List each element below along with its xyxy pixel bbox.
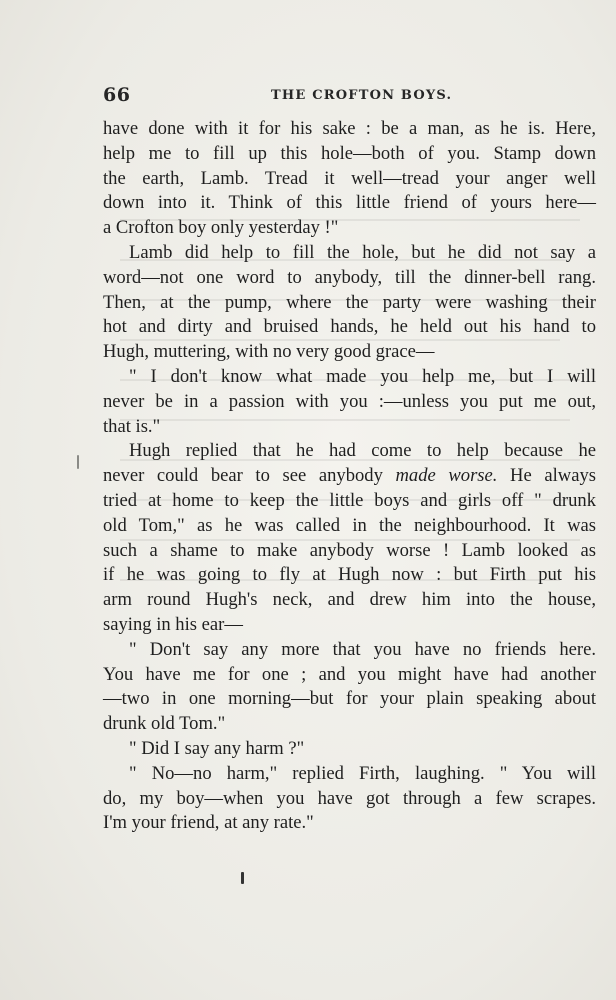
running-head: THE CROFTON BOYS. — [271, 88, 453, 103]
text-line: I'm your friend, at any rate." — [103, 812, 314, 834]
text-line: saying in his ear— — [103, 613, 243, 635]
text-line: have done with it for his sake : be a man, as he is. Here, — [103, 118, 596, 139]
page-header — [103, 84, 596, 110]
text-line: " No—no harm," replied Firth, laughing. " You will — [129, 762, 596, 784]
text-line: Hugh, muttering, with no very good grace— — [103, 341, 435, 363]
text-line: if he was going to fly at Hugh now : but Firth put his — [103, 564, 596, 586]
text-line: hot and dirty and bruised hands, he held out his hand to — [103, 316, 596, 338]
text-line: Hugh replied that he had come to help because he — [129, 440, 596, 462]
text-line: drunk old Tom." — [103, 713, 226, 735]
emphasis-text: made worse. — [395, 465, 498, 487]
text-line: " Don't say any more that you have no friends here. — [129, 638, 596, 660]
body-text — [103, 117, 596, 836]
text-line: word—not one word to anybody, till the dinner-bell rang. — [103, 266, 596, 288]
text-line: " Did I say any harm ?" — [129, 737, 305, 759]
text-line: down into it. Think of this little friend of yours here— — [103, 192, 596, 214]
text-line: Lamb did help to fill the hole, but he did not say a — [129, 241, 596, 263]
text-line: do, my boy—when you have got through a few scrapes. — [103, 787, 596, 809]
text-line: —two in one morning—but for your plain speaking about — [103, 688, 596, 710]
text-line: help me to fill up this hole—both of you. Stamp down — [103, 142, 596, 164]
text-segment: He always — [497, 465, 596, 487]
page-number: 66 — [103, 84, 131, 106]
text-line: a Crofton boy only yesterday !" — [103, 217, 339, 239]
text-line: You have me for one ; and you might have had another — [103, 663, 596, 685]
text-line: arm round Hugh's neck, and drew him into the house, — [103, 589, 596, 611]
text-line: such a shame to make anybody worse ! Lamb looked as — [103, 539, 596, 561]
text-line: that is." — [103, 415, 161, 437]
text-line: the earth, Lamb. Tread it well—tread your anger well — [103, 167, 596, 189]
text-line: tried at home to keep the little boys and girls off " drunk — [103, 489, 596, 511]
text-segment: never could bear to see anybody — [103, 465, 396, 487]
text-line: " I don't know what made you help me, but I will — [129, 365, 596, 387]
text-line: Then, at the pump, where the party were washing their — [103, 291, 596, 313]
stray-ink-mark — [241, 872, 244, 884]
text-line: never be in a passion with you :—unless you put me out, — [103, 390, 596, 412]
text-line-with-emphasis — [103, 464, 596, 489]
margin-mark — [77, 455, 79, 469]
text-line: old Tom," as he was called in the neighbourhood. It was — [103, 514, 596, 536]
